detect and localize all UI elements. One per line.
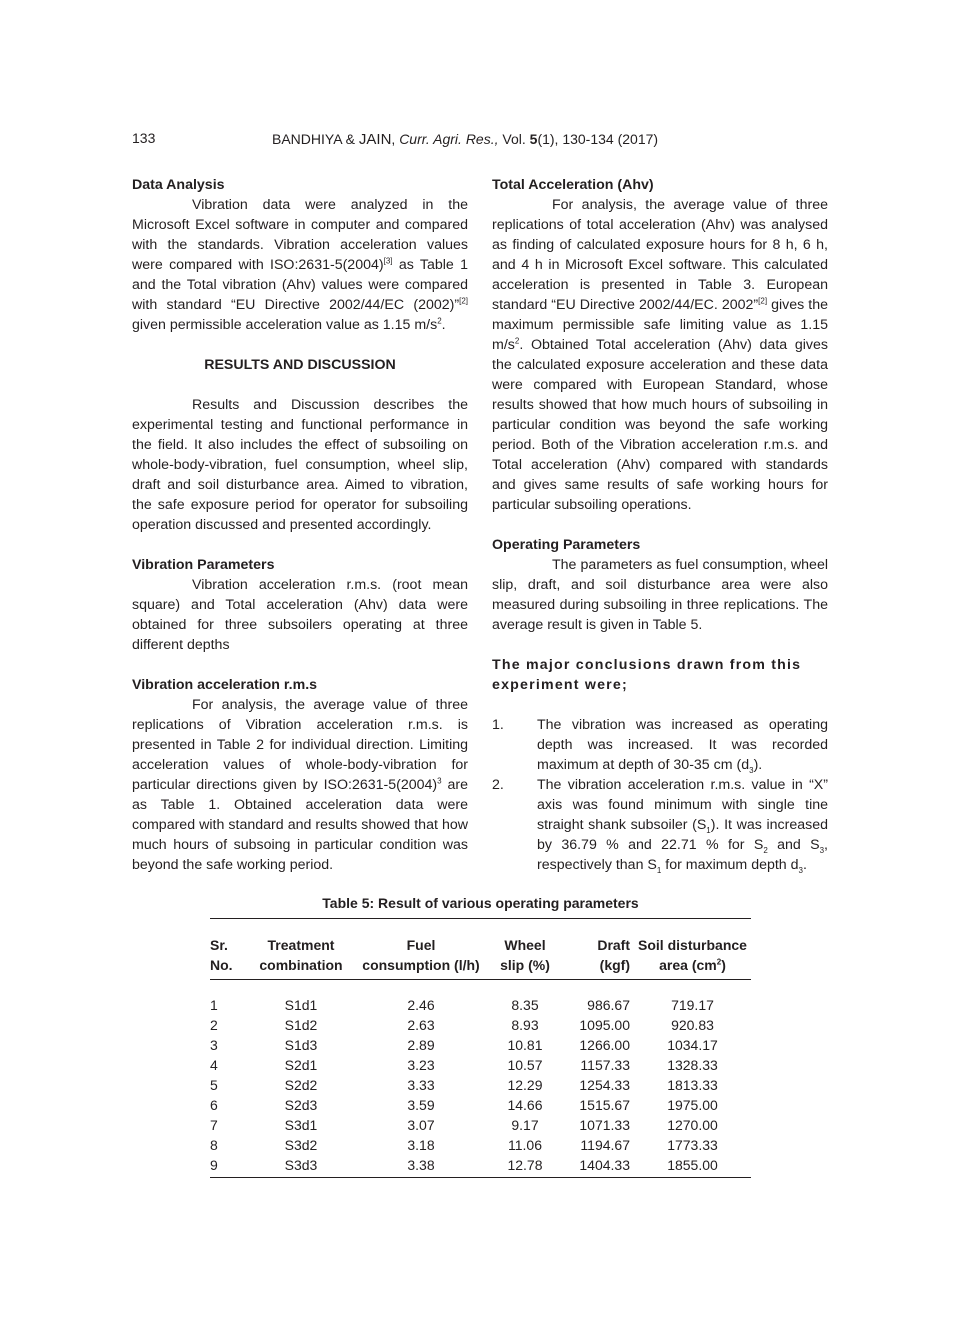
table-row bbox=[210, 1115, 751, 1135]
header-fuel bbox=[357, 919, 485, 980]
header-line: Soil disturbance bbox=[638, 937, 747, 953]
header-line: Wheel bbox=[504, 937, 546, 953]
cell-fuel: 2.89 bbox=[407, 1037, 435, 1053]
citation-ref: [2] bbox=[758, 296, 768, 306]
right-column bbox=[492, 175, 828, 875]
cell-draft: 1194.67 bbox=[580, 1137, 630, 1153]
header-line: No. bbox=[210, 957, 233, 973]
text-span: for maximum depth d bbox=[661, 857, 799, 873]
header-line: combination bbox=[259, 957, 343, 973]
text-span: gives the maximum permissible safe limiting value as 1.15 m/s bbox=[492, 297, 828, 353]
header-line: Draft bbox=[597, 937, 630, 953]
text-span: . bbox=[441, 317, 446, 333]
table-row bbox=[210, 1075, 751, 1095]
cell-soil-disturbance: 1270.00 bbox=[667, 1117, 718, 1133]
cell-sr-no: 2 bbox=[210, 1017, 218, 1033]
cell-sr-no: 4 bbox=[210, 1057, 218, 1073]
cell-draft: 1266.00 bbox=[579, 1037, 630, 1053]
cell-draft: 1404.33 bbox=[565, 1155, 634, 1178]
header-comma: , bbox=[391, 131, 400, 147]
cell-soil-disturbance: 920.83 bbox=[671, 1017, 714, 1033]
conclusion-item-2 bbox=[492, 775, 828, 875]
table-row bbox=[210, 980, 751, 1016]
cell-sr-no: 5 bbox=[210, 1077, 218, 1093]
header-issue: (1), 130-134 (2017) bbox=[537, 131, 659, 147]
cell-soil-disturbance: 1975.00 bbox=[667, 1097, 718, 1113]
cell-draft: 1254.33 bbox=[579, 1077, 630, 1093]
header-journal: Curr. Agri. Res., bbox=[399, 131, 499, 147]
cell-treatment: S3d3 bbox=[245, 1155, 357, 1178]
paragraph-vibration-rms bbox=[132, 695, 468, 875]
spacer bbox=[132, 375, 468, 395]
cell-fuel: 3.18 bbox=[407, 1137, 435, 1153]
cell-wheel-slip: 14.66 bbox=[507, 1097, 543, 1113]
header-line: Treatment bbox=[267, 937, 335, 953]
text-span: Vibration data were analyzed in the Microsoft Excel software in computer and compared with the standards. Vibration acceleration values were compared with ISO:2631-5(2004) bbox=[132, 197, 468, 273]
cell-fuel: 3.59 bbox=[407, 1097, 435, 1113]
paragraph-total-acceleration bbox=[492, 195, 828, 515]
text-span: ). It was increased by 36.79 % and 22.71 % for S bbox=[537, 817, 828, 853]
superscript: 2 bbox=[437, 316, 442, 326]
text-span: given permissible acceleration value as 1.15 m/s bbox=[132, 317, 438, 333]
cell-draft: 1157.33 bbox=[580, 1057, 630, 1073]
subscript: 3 bbox=[749, 765, 754, 775]
cell-fuel: 3.38 bbox=[357, 1155, 485, 1178]
subscript: 2 bbox=[763, 845, 768, 855]
cell-fuel: 2.63 bbox=[407, 1017, 435, 1033]
cell-soil-disturbance: 1773.33 bbox=[667, 1137, 718, 1153]
cell-wheel-slip: 10.57 bbox=[507, 1057, 543, 1073]
results-table bbox=[210, 918, 751, 1178]
subscript: 3 bbox=[819, 845, 825, 855]
header-line: Fuel bbox=[406, 937, 436, 953]
header-line: Sr. bbox=[210, 937, 228, 953]
cell-soil-disturbance: 1328.33 bbox=[667, 1057, 718, 1073]
spacer bbox=[132, 535, 468, 555]
left-column bbox=[132, 175, 468, 875]
cell-treatment: S1d3 bbox=[284, 1037, 318, 1053]
header-wheel-slip bbox=[485, 919, 565, 980]
text-span: For analysis, the average value of three replications of total acceleration (Ahv) was analysed as finding of calculated exposure hours for 8 h, 6 h, and 4 h in Microsoft Excel software. This calculated acceleration is presented in Table 3. European standard “EU Directive 2002/44/EC. 2002” bbox=[492, 197, 828, 313]
cell-draft: 986.67 bbox=[587, 997, 630, 1013]
superscript: 2 bbox=[514, 336, 520, 346]
cell-treatment: S3d2 bbox=[284, 1137, 318, 1153]
table-row bbox=[210, 1055, 751, 1075]
list-number: 2. bbox=[492, 777, 504, 793]
section-heading-results: RESULTS AND DISCUSSION bbox=[204, 357, 396, 373]
text-span: are as Table 1. Obtained acceleration data were compared with standard and results showed that how much hours of subsoing in particular condition was beyond the safe working period. bbox=[132, 777, 468, 873]
spacer bbox=[492, 515, 828, 535]
section-heading-conclusions: The major conclusions drawn from this experiment were; bbox=[492, 657, 802, 693]
section-heading-operating-parameters: Operating Parameters bbox=[492, 537, 641, 553]
cell-wheel-slip: 9.17 bbox=[511, 1117, 539, 1133]
text-span: The vibration was increased as operating depth was increased. It was recorded maximum at depth of 30-35 cm (d bbox=[537, 717, 828, 773]
paragraph-data-analysis bbox=[132, 195, 468, 335]
cell-sr-no: 3 bbox=[210, 1037, 218, 1053]
cell-sr-no: 7 bbox=[210, 1117, 218, 1133]
section-heading-total-acceleration: Total Acceleration (Ahv) bbox=[492, 177, 654, 193]
paragraph-vibration-parameters: Vibration acceleration r.m.s. (root mean square) and Total acceleration (Ahv) data were obtained for three subsoilers operating at three different depths bbox=[132, 577, 468, 653]
cell-fuel: 3.33 bbox=[407, 1077, 435, 1093]
cell-draft: 1515.67 bbox=[579, 1097, 630, 1113]
cell-draft: 1071.33 bbox=[579, 1117, 630, 1133]
paragraph-results: Results and Discussion describes the experimental testing and functional performance in the field. It also includes the effect of subsoiling on whole-body-vibration, fuel consumption, wheel slip, draft and soil disturbance area. Aimed to vibration, the safe exposure period for operator for subsoiling operation discussed and presented accordingly. bbox=[132, 397, 468, 533]
table-caption: Table 5: Result of various operating parameters bbox=[322, 895, 639, 911]
header-authors-a: BANDHIYA & bbox=[272, 131, 359, 147]
conclusions-list bbox=[492, 715, 828, 875]
cell-soil-disturbance: 1813.33 bbox=[667, 1077, 718, 1093]
running-header bbox=[272, 131, 658, 148]
cell-soil-disturbance: 1855.00 bbox=[634, 1155, 751, 1178]
spacer bbox=[492, 635, 828, 655]
cell-fuel: 3.23 bbox=[407, 1057, 435, 1073]
header-treatment bbox=[245, 919, 357, 980]
table-header-row bbox=[210, 919, 751, 980]
citation-ref: [2] bbox=[459, 296, 468, 306]
spacer bbox=[132, 655, 468, 675]
spacer bbox=[132, 335, 468, 355]
spacer bbox=[492, 695, 828, 715]
superscript: 2 bbox=[716, 957, 722, 967]
subscript: 1 bbox=[656, 865, 662, 875]
cell-sr-no: 6 bbox=[210, 1097, 218, 1113]
text-span: , respectively than S bbox=[537, 837, 828, 873]
table-row bbox=[210, 1015, 751, 1035]
cell-wheel-slip: 10.81 bbox=[507, 1037, 543, 1053]
section-heading-vibration-parameters: Vibration Parameters bbox=[132, 557, 275, 573]
text-span: as Table 1 and the Total vibration (Ahv) values were compared with standard “EU Directive 2002/44/EC (2002)” bbox=[132, 257, 469, 313]
cell-treatment: S2d1 bbox=[284, 1057, 318, 1073]
cell-treatment: S1d1 bbox=[284, 997, 318, 1013]
cell-wheel-slip: 12.29 bbox=[507, 1077, 543, 1093]
cell-soil-disturbance: 719.17 bbox=[671, 997, 714, 1013]
cell-treatment: S2d2 bbox=[284, 1077, 318, 1093]
header-vol-number: 5 bbox=[529, 131, 538, 147]
header-line: (kgf) bbox=[599, 957, 630, 973]
text-span: For analysis, the average value of three replications of Vibration acceleration r.m.s. is presented in Table 2 for individual direction. Limiting acceleration values of whole-body-vibration for particular directions given by ISO:2631-5(2004) bbox=[132, 697, 468, 793]
list-number: 1. bbox=[492, 717, 504, 733]
cell-fuel: 2.46 bbox=[407, 997, 435, 1013]
header-authors-b: JAIN bbox=[358, 131, 392, 148]
table-row bbox=[210, 1155, 751, 1178]
subscript: 1 bbox=[706, 825, 711, 835]
citation-ref: [3] bbox=[383, 256, 393, 266]
table-5 bbox=[210, 893, 751, 1178]
table-row bbox=[210, 1095, 751, 1115]
cell-treatment: S1d2 bbox=[284, 1017, 318, 1033]
text-span: . Obtained Total acceleration (Ahv) data gives the calculated exposure acceleration and these data were compared with European Standard, whose results showed that how much hours of subsoiling in particular condition was beyond the safe working period. Both of the Vibration acceleration r.m.s. and Total acceleration (Ahv) compared with standards and gives same results of safe working hours for particular subsoiling operations. bbox=[492, 337, 828, 513]
cell-sr-no: 1 bbox=[210, 997, 218, 1013]
table-row bbox=[210, 1135, 751, 1155]
table-row bbox=[210, 1035, 751, 1055]
subscript: 3 bbox=[798, 865, 803, 875]
header-line bbox=[634, 955, 751, 975]
conclusion-item-1 bbox=[492, 715, 828, 775]
header-vol-label: Vol. bbox=[498, 131, 530, 147]
header-line: slip (%) bbox=[500, 957, 550, 973]
cell-wheel-slip: 12.78 bbox=[485, 1155, 565, 1178]
text-span: area (cm bbox=[659, 957, 717, 973]
cell-treatment: S3d1 bbox=[284, 1117, 318, 1133]
cell-wheel-slip: 11.06 bbox=[508, 1137, 542, 1153]
citation-ref: 3 bbox=[437, 776, 442, 786]
text-span: . bbox=[802, 857, 807, 873]
cell-draft: 1095.00 bbox=[579, 1017, 630, 1033]
cell-soil-disturbance: 1034.17 bbox=[667, 1037, 718, 1053]
cell-treatment: S2d3 bbox=[284, 1097, 318, 1113]
header-soil-disturbance bbox=[634, 919, 751, 980]
section-heading-vibration-rms: Vibration acceleration r.m.s bbox=[132, 677, 318, 693]
text-span: and S bbox=[767, 837, 820, 853]
header-line: consumption (l/h) bbox=[362, 957, 480, 973]
cell-fuel: 3.07 bbox=[407, 1117, 435, 1133]
table-body bbox=[210, 980, 751, 1178]
page-number: 133 bbox=[132, 130, 156, 146]
cell-sr-no: 8 bbox=[210, 1137, 218, 1153]
header-sr-no bbox=[210, 919, 245, 980]
cell-sr-no: 9 bbox=[210, 1155, 245, 1178]
text-span: ). bbox=[753, 757, 763, 773]
text-span: The vibration acceleration r.m.s. value in “X” axis was found minimum with single tine straight shank subsoiler (S bbox=[537, 777, 828, 833]
cell-wheel-slip: 8.93 bbox=[511, 1017, 539, 1033]
cell-wheel-slip: 8.35 bbox=[511, 997, 539, 1013]
text-span: ) bbox=[721, 957, 726, 973]
paragraph-operating-parameters: The parameters as fuel consumption, wheel slip, draft, and soil disturbance area were also measured during subsoiling in three replications. The average result is given in Table 5. bbox=[492, 557, 828, 633]
header-draft bbox=[565, 919, 634, 980]
section-heading-data-analysis: Data Analysis bbox=[132, 177, 225, 193]
